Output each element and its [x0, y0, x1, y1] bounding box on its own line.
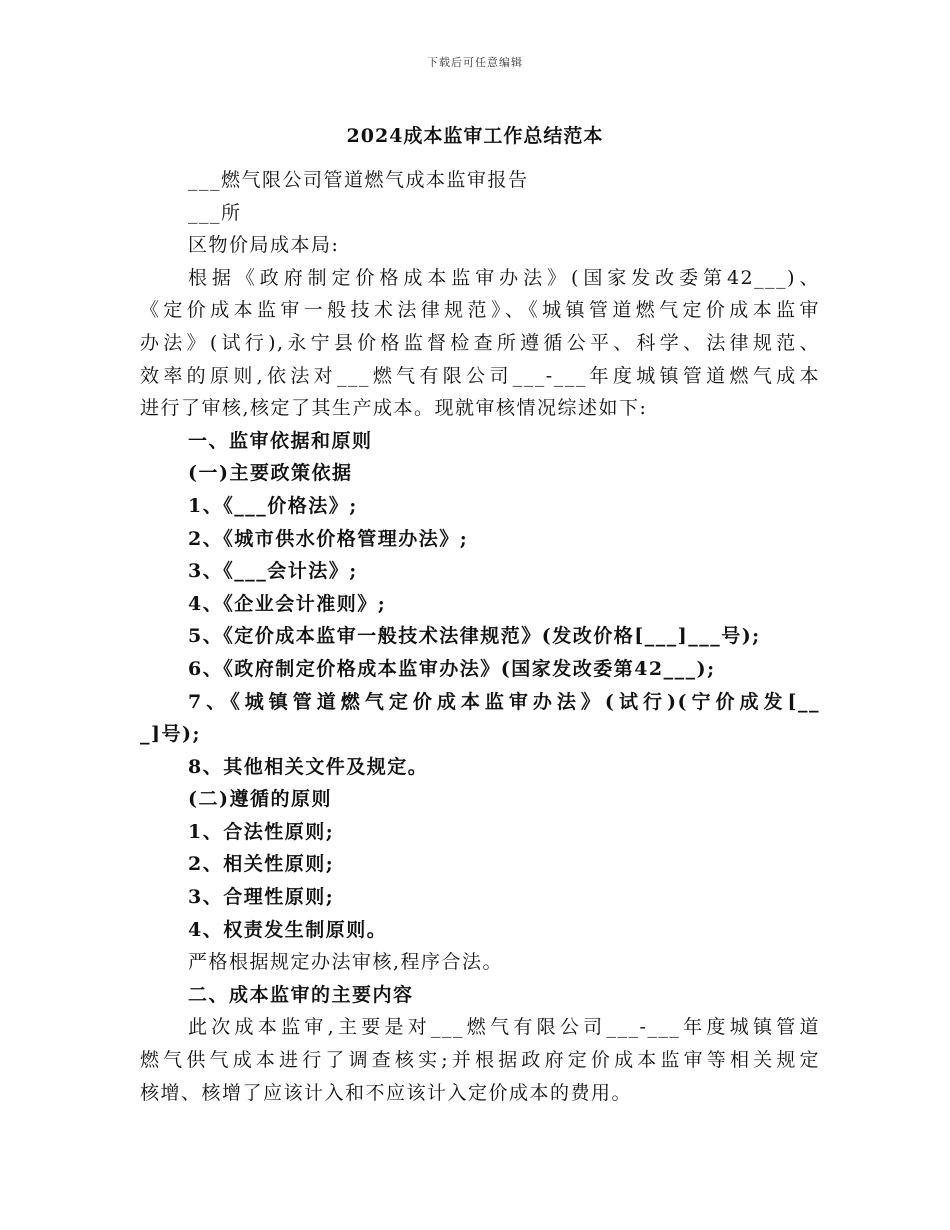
list-item: 8、其他相关文件及规定。 — [188, 755, 429, 778]
list-item: 2、相关性原则; — [188, 853, 335, 876]
list-item: 3、合理性原则; — [188, 886, 335, 909]
paragraph-line: 核增、核增了应该计入和不应该计入定价成本的费用。 — [140, 1081, 633, 1104]
subsection-heading: (一)主要政策依据 — [188, 462, 353, 485]
list-item-continuation: _]号); — [140, 723, 201, 746]
list-item: 6、《政府制定价格成本监审办法》(国家发改委第42___); — [188, 657, 716, 680]
paragraph-line: 进行了审核,核定了其生产成本。现就审核情况综述如下: — [140, 397, 648, 420]
list-item: 4、权责发生制原则。 — [188, 918, 388, 941]
list-item: 2、《城市供水价格管理办法》; — [188, 527, 469, 550]
list-item: 1、合法性原则; — [188, 820, 335, 843]
paragraph-line: 办法》(试行),永宁县价格监督检查所遵循公平、科学、法律规范、 — [140, 331, 820, 354]
paragraph-line: 此次成本监审,主要是对___燃气有限公司___-___年度城镇管道 — [188, 1016, 820, 1039]
header-note: 下载后可任意编辑 — [427, 56, 523, 69]
list-item: 7、《城镇管道燃气定价成本监审办法》(试行)(宁价成发[__ — [188, 690, 820, 713]
paragraph-line: 根据《政府制定价格成本监审办法》(国家发改委第42___)、 — [188, 266, 820, 289]
list-item: 3、《___会计法》; — [188, 560, 358, 583]
list-item: 5、《定价成本监审一般技术法律规范》(发改价格[___]___号); — [188, 625, 761, 648]
subsection-heading: (二)遵循的原则 — [188, 788, 332, 811]
paragraph-line: 燃气供气成本进行了调查核实;并根据政府定价成本监审等相关规定 — [140, 1049, 820, 1072]
section-heading: 二、成本监审的主要内容 — [188, 983, 414, 1006]
list-item: 1、《___价格法》; — [188, 494, 358, 517]
paragraph-line: 效率的原则,依法对___燃气有限公司___-___年度城镇管道燃气成本 — [140, 364, 820, 387]
report-subject-line: ___燃气限公司管道燃气成本监审报告 — [188, 169, 529, 191]
document-body — [140, 164, 820, 1109]
section-heading: 一、监审依据和原则 — [188, 429, 373, 452]
list-item: 4、《企业会计准则》; — [188, 592, 387, 615]
institute-line: ___所 — [188, 201, 242, 224]
addressee-line: 区物价局成本局: — [188, 234, 340, 257]
document-title: 2024成本监审工作总结范本 — [346, 125, 604, 147]
paragraph-line: 严格根据规定办法审核,程序合法。 — [188, 951, 504, 974]
paragraph-line: 《定价成本监审一般技术法律规范》、《城镇管道燃气定价成本监审 — [140, 299, 820, 322]
